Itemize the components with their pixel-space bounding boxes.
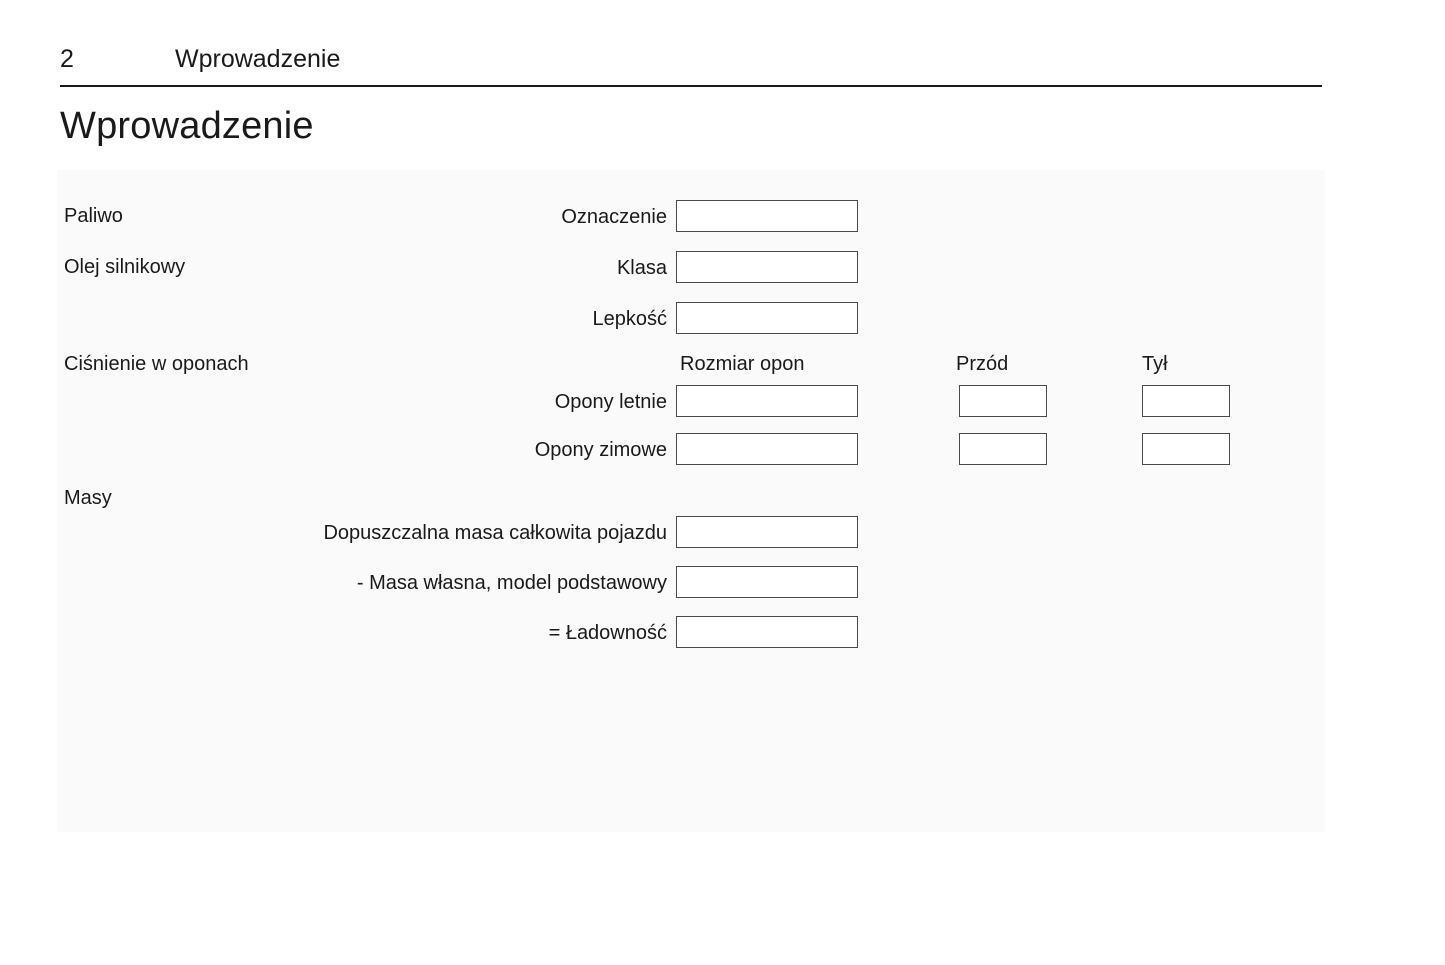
- column-header-tyre-size: Rozmiar opon: [680, 353, 805, 375]
- input-opony-zimowe-przod[interactable]: [959, 433, 1047, 465]
- section-label-engine-oil: Olej silnikowy: [64, 256, 186, 278]
- page-title: Wprowadzenie: [60, 105, 314, 147]
- input-dmc[interactable]: [676, 516, 858, 548]
- field-label-opony-letnie: Opony letnie: [554, 391, 667, 413]
- column-header-rear: Tył: [1142, 353, 1168, 375]
- input-masa-wlasna[interactable]: [676, 566, 858, 598]
- running-header: [60, 45, 1322, 87]
- specification-form: [57, 170, 1325, 832]
- field-label-dmc: Dopuszczalna masa całkowita pojazdu: [323, 522, 667, 544]
- header-title: Wprowadzenie: [175, 45, 341, 73]
- page-number: 2: [60, 45, 74, 73]
- input-klasa[interactable]: [676, 251, 858, 283]
- input-oznaczenie[interactable]: [676, 200, 858, 232]
- input-ladownosc[interactable]: [676, 616, 858, 648]
- section-label-weights: Masy: [64, 487, 112, 509]
- field-label-lepkosc: Lepkość: [592, 308, 667, 330]
- input-opony-zimowe-rozmiar[interactable]: [676, 433, 858, 465]
- field-label-masa-wlasna: - Masa własna, model podstawowy: [356, 572, 667, 594]
- input-opony-letnie-przod[interactable]: [959, 385, 1047, 417]
- field-label-klasa: Klasa: [616, 257, 667, 279]
- field-label-ladownosc: = Ładowność: [548, 622, 667, 644]
- column-header-front: Przód: [956, 353, 1009, 375]
- field-label-oznaczenie: Oznaczenie: [561, 206, 667, 228]
- section-label-fuel: Paliwo: [64, 205, 123, 227]
- input-opony-zimowe-tyl[interactable]: [1142, 433, 1230, 465]
- input-opony-letnie-rozmiar[interactable]: [676, 385, 858, 417]
- input-lepkosc[interactable]: [676, 302, 858, 334]
- input-opony-letnie-tyl[interactable]: [1142, 385, 1230, 417]
- section-label-tyre-pressure: Ciśnienie w oponach: [64, 353, 249, 375]
- field-label-opony-zimowe: Opony zimowe: [534, 439, 667, 461]
